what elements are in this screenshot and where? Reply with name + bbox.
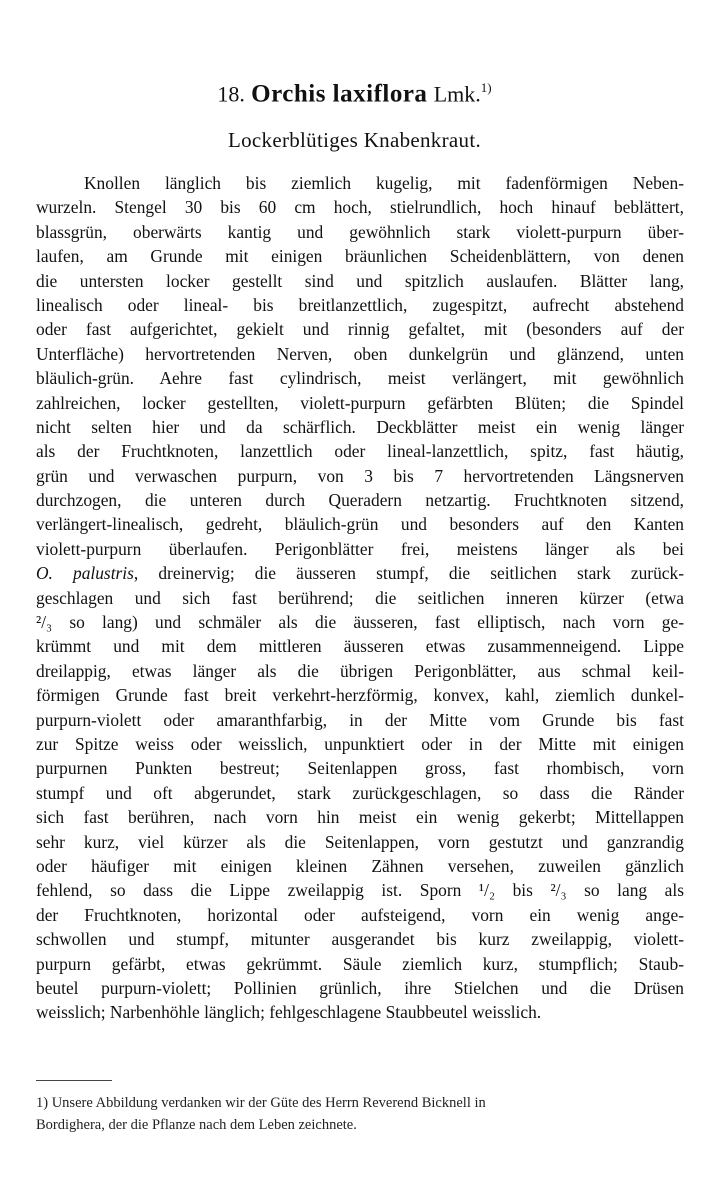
footnote bbox=[36, 1092, 684, 1136]
footnote-line: 1) Unsere Abbildung verdanken wir der Güte des Herrn Reverend Bicknell in bbox=[36, 1095, 486, 1111]
text-line: purpurn gefärbt, etwas gekrümmt. Säule ziemlich kurz, stumpflich; Staub- bbox=[36, 953, 684, 974]
text-line: geschlagen und sich fast berührend; die seitlichen inneren kürzer (etwa bbox=[36, 587, 684, 608]
text-line: der Fruchtknoten, horizontal oder aufsteigend, vorn ein wenig ange- bbox=[36, 904, 684, 925]
text-line: beutel purpurn-violett; Pollinien grünlich, ihre Stielchen und die Drüsen bbox=[36, 977, 684, 998]
common-name: Lockerblütiges Knabenkraut. bbox=[227, 128, 481, 152]
footnote-rule bbox=[36, 1080, 112, 1081]
text-line: grün und verwaschen purpurn, von 3 bis 7 hervortretenden Längsnerven bbox=[36, 465, 684, 486]
text-line: wurzeln. Stengel 30 bis 60 cm hoch, stielrundlich, hoch hinauf beblättert, bbox=[36, 197, 684, 218]
text-line: ²/₃ so lang) und schmäler als die äusseren, fast elliptisch, nach vorn ge- bbox=[36, 612, 684, 633]
text-line: die untersten locker gestellt sind und spitzlich auslaufen. Blätter lang, bbox=[36, 270, 684, 291]
text-line: weisslich; Narbenhöhle länglich; fehlgeschlagene Staubbeutel weisslich. bbox=[36, 1002, 542, 1023]
text-line: purpurnen Punkten bestreut; Seitenlappen gross, fast rhombisch, vorn bbox=[36, 758, 684, 779]
text-line: verlängert-linealisch, gedreht, bläulich-grün und besonders auf den Kanten bbox=[36, 514, 684, 535]
text-line: durchzogen, die unteren durch Queradern netzartig. Fruchtknoten sitzend, bbox=[36, 490, 684, 511]
text-line: sehr kurz, viel kürzer als die Seitenlappen, vorn gestutzt und ganzrandig bbox=[36, 831, 684, 852]
text-line: oder fast aufgerichtet, gekielt und rinnig gefaltet, mit (besonders auf der bbox=[36, 319, 684, 340]
text-line: Knollen länglich bis ziemlich kugelig, mit fadenförmigen Neben- bbox=[84, 173, 684, 193]
text-line: oder häufiger mit einigen kleinen Zähnen versehen, zuweilen gänzlich bbox=[36, 855, 684, 876]
text-line: als der Fruchtknoten, lanzettlich oder lineal-lanzettlich, spitz, fast häutig, bbox=[36, 441, 684, 462]
footnote-line: Bordighera, der die Pflanze nach dem Leben zeichnete. bbox=[36, 1117, 357, 1133]
text-line: Unterfläche) hervortretenden Nerven, oben dunkelgrün und glänzend, unten bbox=[36, 343, 684, 364]
text-line: violett-purpurn überlaufen. Perigonblätter frei, meistens länger als bei bbox=[36, 538, 684, 559]
text-line: schwollen und stumpf, mitunter ausgerandet bis kurz zweilappig, violett- bbox=[36, 929, 684, 950]
species-heading bbox=[0, 73, 709, 109]
text-line: fehlend, so dass die Lippe zweilappig ist. Sporn ¹/₂ bis ²/₃ so lang als bbox=[36, 880, 684, 901]
description-paragraph bbox=[36, 171, 684, 1025]
text-line: laufen, am Grunde mit einigen bräunlichen Scheidenblättern, von denen bbox=[36, 246, 684, 267]
text-line: förmigen Grunde fast breit verkehrt-herzförmig, konvex, kahl, ziemlich dunkel- bbox=[36, 685, 684, 706]
text-line: krümmt und mit dem mittleren äusseren etwas zusammenneigend. Lippe bbox=[36, 636, 684, 657]
species-author: Lmk. bbox=[433, 81, 481, 107]
footnote-marker: 1) bbox=[480, 80, 492, 95]
text-line: stumpf und oft abgerundet, stark zurückgeschlagen, so dass die Ränder bbox=[36, 782, 684, 803]
text-line: zahlreichen, locker gestellten, violett-purpurn gefärbten Blüten; die Spindel bbox=[36, 392, 684, 413]
species-number: 18. bbox=[217, 81, 245, 107]
text-line: dreilappig, etwas länger als die übrigen Perigonblätter, aus schmal keil- bbox=[36, 660, 684, 681]
text-line: bläulich-grün. Aehre fast cylindrisch, meist verlängert, mit gewöhnlich bbox=[36, 368, 684, 389]
text-line: nicht selten hier und da schärflich. Deckblätter meist ein wenig länger bbox=[36, 416, 684, 437]
text-line: O. palustris, dreinervig; die äusseren stumpf, die seitlichen stark zurück- bbox=[36, 563, 685, 584]
text-line: zur Spitze weiss oder weisslich, unpunktiert oder in der Mitte mit einigen bbox=[36, 733, 684, 754]
text-line: sich fast berühren, nach vorn hin meist ein wenig gekerbt; Mittellappen bbox=[36, 807, 684, 828]
species-name: Orchis laxiflora bbox=[251, 80, 428, 108]
text-line: linealisch oder lineal- bis breitlanzettlich, zugespitzt, aufrecht abstehend bbox=[36, 294, 684, 315]
text-line: purpurn-violett oder amaranthfarbig, in der Mitte vom Grunde bis fast bbox=[36, 709, 684, 730]
text-line: blassgrün, oberwärts kantig und gewöhnlich stark violett-purpurn über- bbox=[36, 221, 684, 242]
